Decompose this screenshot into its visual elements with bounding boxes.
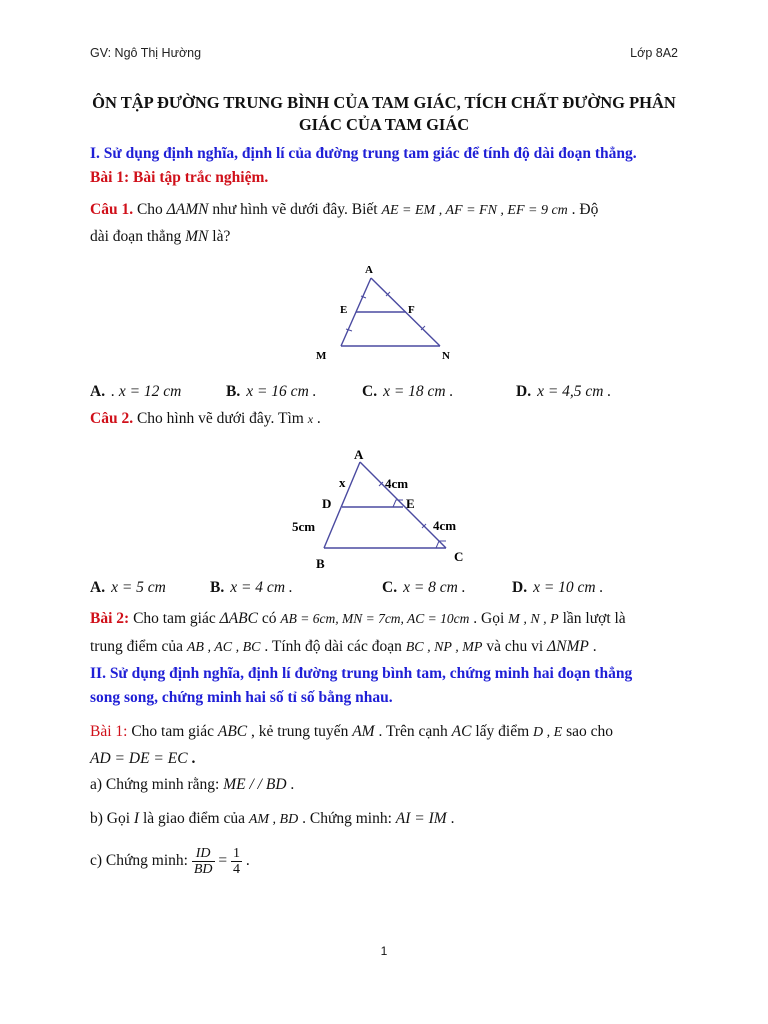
cau-1-option-b-letter: B.	[226, 383, 241, 400]
bai-2-line-2-text-d: .	[588, 638, 597, 655]
cau-1-option-a[interactable]	[90, 383, 181, 401]
cau-1-text-2: như hình vẽ dưới đây. Biết	[208, 201, 382, 218]
s2-bai-1-math-1: ABC	[217, 723, 248, 740]
s2-bai-1-line-2	[90, 750, 195, 768]
part-c-text: c) Chứng minh:	[90, 852, 192, 870]
section-2-heading-line-1: II. Sử dụng định nghĩa, định lí đường trung bình tam, chứng minh hai đoạn thẳng	[90, 665, 633, 682]
cau-1-text-1: Cho	[133, 201, 167, 218]
bai-2-text-3: . Gọi	[469, 610, 509, 627]
cau-2-text-2: .	[313, 410, 321, 427]
s2-bai-1-label: Bài 1:	[90, 723, 128, 740]
label-b: B	[316, 556, 325, 571]
bai-2-text-1: Cho tam giác	[129, 610, 220, 627]
part-b-end: .	[446, 810, 455, 827]
label-ec-length: 4cm	[433, 518, 457, 533]
cau-2-option-b[interactable]	[210, 579, 293, 597]
cau-2-line	[90, 410, 321, 428]
label-x: x	[339, 475, 346, 490]
cau-1-math-2: AE = EM , AF = FN , EF = 9 cm	[381, 203, 568, 218]
label-e: E	[406, 496, 415, 511]
part-c-numerator: ID	[192, 846, 215, 862]
cau-2-option-d-letter: D.	[512, 579, 528, 596]
cau-1-option-c-text: x = 18 cm .	[383, 383, 454, 400]
part-b-math-3: AI = IM	[395, 810, 447, 827]
s2-bai-1-text-2: , kẻ trung tuyến	[247, 723, 353, 740]
cau-2-option-c-letter: C.	[382, 579, 398, 596]
label-n: N	[442, 350, 450, 362]
cau-1-line-1	[90, 201, 598, 219]
part-c-numerator-2: 1	[233, 846, 240, 861]
s2-bai-1-part-c	[90, 846, 250, 877]
bai-2-text-2: có	[257, 610, 281, 627]
cau-1-option-c[interactable]	[362, 383, 453, 401]
cau-1-option-b-text: x = 16 cm .	[246, 383, 317, 400]
part-a-math: ME / / BD	[223, 776, 287, 793]
cau-2-option-a[interactable]	[90, 579, 166, 597]
s2-bai-1-text-5: sao cho	[562, 723, 614, 740]
s2-bai-1-math-2: AM	[352, 723, 375, 740]
part-b-text-2: là giao điểm của	[139, 810, 249, 827]
part-b-math-1: I	[133, 810, 140, 827]
section-1-bai-1: Bài 1: Bài tập trắc nghiệm.	[90, 169, 269, 186]
cau-1-math-1: ΔAMN	[166, 201, 209, 218]
cau-1-option-d-text: x = 4,5 cm .	[537, 383, 612, 400]
label-c: C	[454, 549, 464, 564]
bai-2-text-4: lần lượt là	[558, 610, 626, 627]
cau-1-line-2-math: MN	[185, 228, 209, 245]
s2-bai-1-line-2-end: .	[187, 750, 196, 767]
cau-2-math-1: x	[307, 412, 314, 426]
section-2-heading-line-2: song song, chứng minh hai số tỉ số bằng nhau.	[90, 689, 393, 706]
label-m: M	[316, 350, 327, 362]
figure-triangle-abc	[286, 440, 476, 574]
bai-2-line-2-text-c: và chu vi	[482, 638, 548, 655]
part-b-math-2: AM , BD	[248, 812, 299, 827]
s2-bai-1-line-1	[90, 723, 613, 741]
page-title	[80, 92, 688, 136]
cau-1-option-b[interactable]	[226, 383, 317, 401]
part-b-text-3: . Chứng minh:	[298, 810, 396, 827]
cau-1-label: Câu 1.	[90, 201, 134, 218]
cau-1-line-2	[90, 228, 230, 246]
label-e: E	[340, 304, 348, 316]
cau-2-option-d[interactable]	[512, 579, 603, 597]
bai-2-line-2-text-a: trung điểm của	[90, 638, 187, 655]
bai-2-math-3: M , N , P	[508, 612, 559, 627]
label-d: D	[322, 496, 332, 511]
s2-bai-1-math-4: D , E	[533, 725, 563, 740]
s2-bai-1-text-3: . Trên cạnh	[374, 723, 452, 740]
cau-1-option-c-letter: C.	[362, 383, 378, 400]
bai-2-line-1	[90, 610, 626, 628]
part-c-fraction-right	[231, 846, 242, 877]
cau-1-line-2-text-b: là?	[208, 228, 231, 245]
part-c-fraction-left	[192, 846, 215, 877]
cau-1-text-3: . Độ	[567, 201, 599, 218]
s2-bai-1-part-b	[90, 810, 454, 828]
label-bd-length: 5cm	[292, 519, 316, 534]
figure-triangle-amn	[300, 258, 470, 366]
s2-bai-1-line-2-math: AD = DE = EC	[90, 750, 188, 767]
title-line-1: ÔN TẬP ĐƯỜNG TRUNG BÌNH CỦA TAM GIÁC, TÍCH CHẤT ĐƯỜNG PHÂN	[92, 93, 676, 112]
cau-2-option-a-letter: A.	[90, 579, 106, 596]
cau-1-option-a-text: . x = 12 cm	[111, 383, 182, 400]
bai-2-line-2-math-2: BC , NP , MP	[405, 640, 483, 655]
cau-2-label: Câu 2.	[90, 410, 134, 427]
cau-2-option-d-text: x = 10 cm .	[533, 579, 604, 596]
section-1-heading: I. Sử dụng định nghĩa, định lí của đường trung tam giác để tính độ dài đoạn thẳng.	[90, 145, 637, 162]
s2-bai-1-part-a	[90, 776, 294, 794]
bai-2-label: Bài 2:	[90, 610, 130, 627]
cau-2-option-b-letter: B.	[210, 579, 225, 596]
label-a: A	[365, 264, 373, 276]
cau-2-option-c-text: x = 8 cm .	[403, 579, 466, 596]
s2-bai-1-math-3: AC	[451, 723, 472, 740]
bai-2-math-1: ΔABC	[219, 610, 258, 627]
part-c-end: .	[242, 852, 250, 870]
label-f: F	[408, 304, 415, 316]
label-a: A	[354, 447, 364, 462]
cau-2-option-a-text: x = 5 cm	[111, 579, 166, 596]
bai-2-line-2-math-1: AB , AC , BC	[186, 640, 261, 655]
cau-1-option-d[interactable]	[516, 383, 611, 401]
part-a-text: a) Chứng minh rằng:	[90, 776, 224, 793]
bai-2-line-2	[90, 638, 597, 656]
cau-2-option-c[interactable]	[382, 579, 466, 597]
bai-2-line-2-text-b: . Tính độ dài các đoạn	[260, 638, 406, 655]
header-teacher: GV: Ngô Thị Hường	[90, 46, 202, 60]
title-line-2: GIÁC CỦA TAM GIÁC	[298, 115, 470, 134]
part-c-equals: =	[214, 852, 231, 870]
s2-bai-1-text-4: lấy điểm	[471, 723, 534, 740]
part-a-end: .	[286, 776, 295, 793]
header-class: Lớp 8A2	[630, 46, 678, 60]
page-number: 1	[380, 944, 388, 958]
cau-2-text-1: Cho hình vẽ dưới đây. Tìm	[133, 410, 308, 427]
part-b-text: b) Gọi	[90, 810, 134, 827]
cau-1-option-a-letter: A.	[90, 383, 106, 400]
bai-2-math-2: AB = 6cm, MN = 7cm, AC = 10cm	[280, 611, 470, 626]
s2-bai-1-text-1: Cho tam giác	[127, 723, 218, 740]
part-c-denominator-2: 4	[233, 862, 240, 877]
cau-1-line-2-text-a: dài đoạn thẳng	[90, 228, 186, 245]
side-ac	[360, 462, 446, 548]
cau-1-option-d-letter: D.	[516, 383, 532, 400]
cau-2-option-b-text: x = 4 cm .	[230, 579, 293, 596]
label-ae-length: 4cm	[385, 476, 409, 491]
bai-2-line-2-math-3: ΔNMP	[547, 638, 589, 655]
part-c-denominator: BD	[193, 862, 213, 877]
